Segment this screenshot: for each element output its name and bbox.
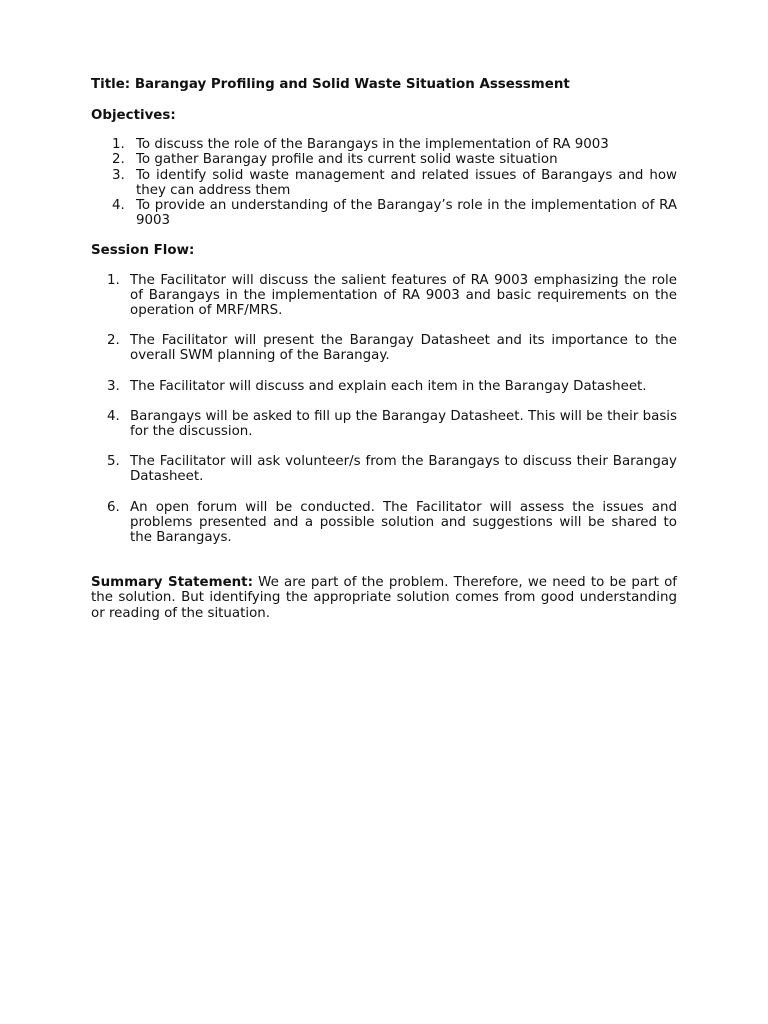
objectives-heading: Objectives: — [91, 108, 176, 123]
session-flow-item — [91, 500, 677, 546]
objectives-list — [91, 137, 677, 228]
session-flow-item — [91, 409, 677, 439]
session-flow-item — [91, 379, 677, 394]
summary-text: We are part of the problem. Therefore, we need to be part of the solution. But identifying the appropriate solution comes from good understanding or reading of the situation. — [91, 575, 677, 621]
session-flow-list — [91, 273, 677, 546]
session-flow-text: Barangays will be asked to fill up the Barangay Datasheet. This will be their basis for the discussion. — [130, 408, 677, 440]
objective-item — [91, 198, 677, 228]
session-flow-text: The Facilitator will discuss and explain each item in the Barangay Datasheet. — [130, 378, 647, 394]
session-flow-text: An open forum will be conducted. The Facilitator will assess the issues and problems presented and a possible solution and suggestions will be shared to the Barangays. — [130, 499, 677, 546]
objective-number: 2. — [112, 152, 125, 168]
session-flow-text: The Facilitator will present the Barangay Datasheet and its importance to the overall SWM planning of the Barangay. — [130, 333, 677, 364]
session-flow-number: 4. — [107, 408, 120, 424]
objective-item — [91, 168, 677, 198]
objective-item — [91, 152, 677, 167]
document-title: Title: Barangay Profiling and Solid Waste Situation Assessment — [91, 77, 570, 92]
session-flow-item — [91, 454, 677, 484]
objective-number: 4. — [112, 198, 125, 214]
session-flow-number: 5. — [107, 454, 120, 470]
session-flow-number: 1. — [107, 272, 120, 288]
summary-label: Summary Statement: — [91, 575, 253, 591]
objective-text: To discuss the role of the Barangays in the implementation of RA 9003 — [136, 137, 609, 153]
session-flow-text: The Facilitator will discuss the salient features of RA 9003 emphasizing the role of Barangays in the implementation of RA 9003 and basic requirements on the operation of MRF/MRS. — [130, 272, 677, 319]
session-flow-number: 6. — [107, 499, 120, 515]
summary-statement — [91, 575, 677, 621]
session-flow-number: 2. — [107, 333, 120, 349]
session-flow-item — [91, 273, 677, 319]
objective-text: To provide an understanding of the Barangay’s role in the implementation of RA 9003 — [136, 198, 677, 229]
objective-text: To gather Barangay profile and its current solid waste situation — [136, 152, 558, 168]
session-flow-text: The Facilitator will ask volunteer/s from the Barangays to discuss their Barangay Datasheet. — [130, 454, 677, 485]
objective-number: 1. — [112, 137, 125, 153]
session-flow-heading: Session Flow: — [91, 243, 195, 259]
objective-number: 3. — [112, 167, 125, 183]
document-page — [91, 77, 677, 634]
session-flow-number: 3. — [107, 378, 120, 394]
objective-item — [91, 137, 677, 152]
objective-text: To identify solid waste management and related issues of Barangays and how they can address them — [136, 167, 677, 198]
session-flow-item — [91, 333, 677, 363]
